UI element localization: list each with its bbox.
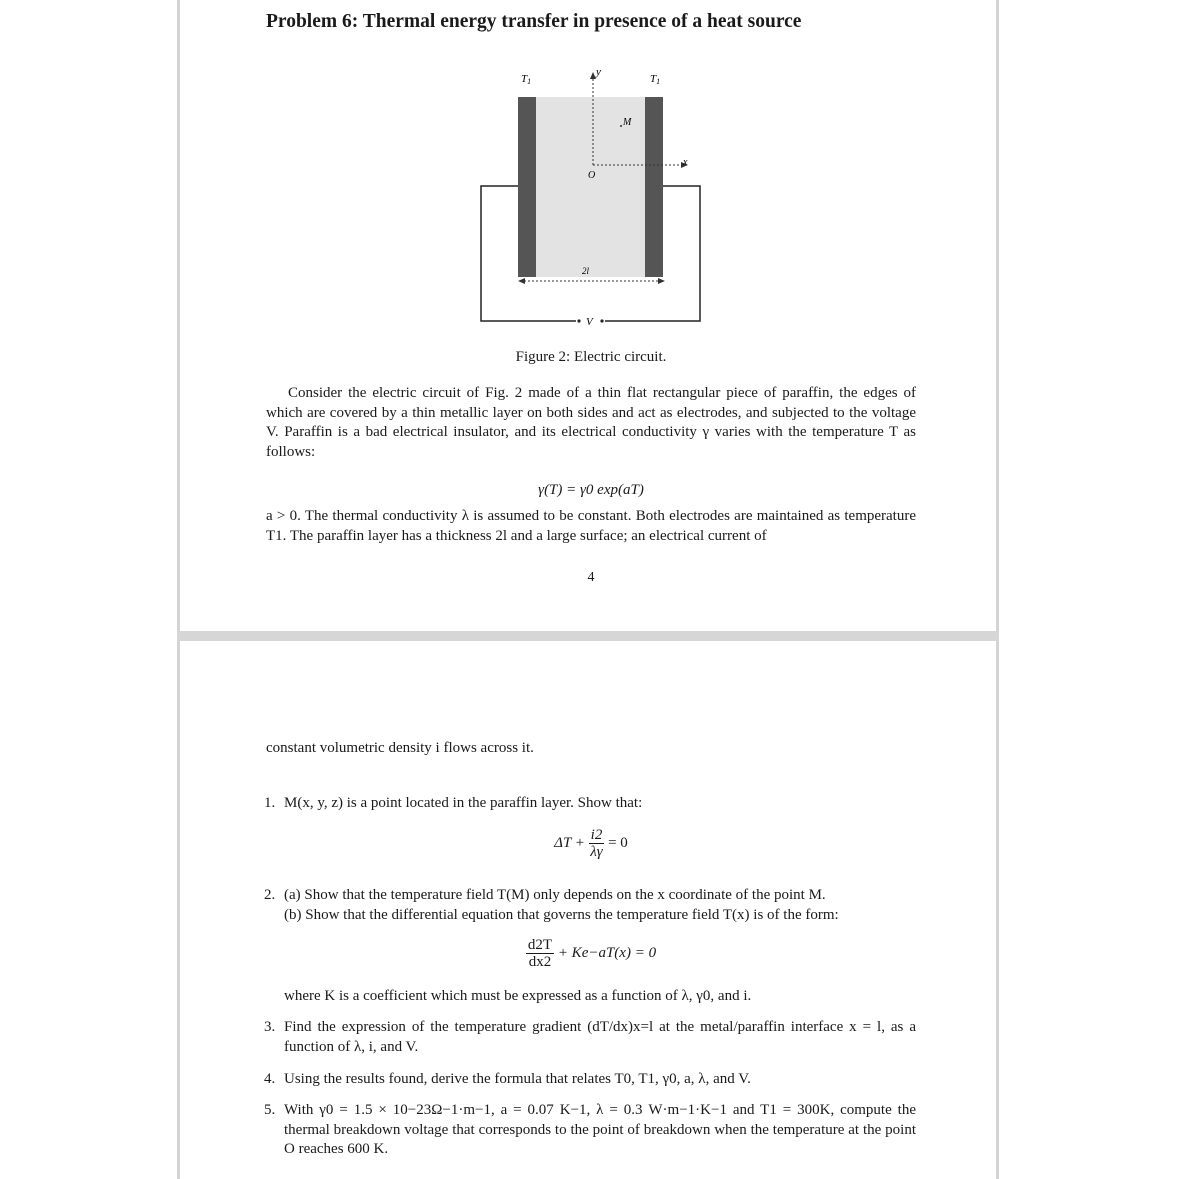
problem-title: Problem 6: Thermal energy transfer in presence of a heat source xyxy=(266,11,802,32)
question-number: 5. xyxy=(264,1102,276,1118)
label-m: M xyxy=(623,117,632,128)
question-1 xyxy=(264,794,916,814)
label-x: x xyxy=(683,157,688,168)
question-2-after: where K is a coefficient which must be expressed as a function of λ, γ0, and i. xyxy=(284,988,752,1004)
question-number: 1. xyxy=(264,795,276,811)
question-text: Find the expression of the temperature gradient (dT/dx)x=l at the metal/paraffin interface x = l, as a function of λ, i, and V. xyxy=(284,1019,916,1055)
label-t1-left: T1 xyxy=(521,73,532,86)
question-text: With γ0 = 1.5 × 10−23Ω−1·m−1, a = 0.07 K−1, λ = 0.3 W·m−1·K−1 and T1 = 300K, compute the thermal breakdown voltage that corresponds to the point of breakdown when the temperature at the point O reaches 600 K. xyxy=(284,1102,916,1158)
question-number: 3. xyxy=(264,1019,276,1035)
question-text-a: (a) Show that the temperature field T(M) only depends on the x coordinate of the point M. xyxy=(284,887,826,903)
question-3 xyxy=(264,1018,916,1057)
terminal-left xyxy=(577,319,580,322)
equation-laplace: ΔT + $\frac{i2}{\lambda\gamma}$ = 0 xyxy=(554,827,628,860)
page-4 xyxy=(177,0,999,631)
continuation-text: constant volumetric density i flows across it. xyxy=(266,740,534,756)
label-v: V xyxy=(586,316,593,328)
equation-differential: $\frac{d2T}{dx2}$ + Ke−aT(x) = 0 xyxy=(527,937,657,970)
question-4 xyxy=(264,1070,916,1090)
label-y: y xyxy=(596,66,601,78)
terminal-right xyxy=(600,319,603,322)
question-5 xyxy=(264,1101,916,1160)
right-electrode xyxy=(645,97,663,277)
question-number: 2. xyxy=(264,887,276,903)
question-text: M(x, y, z) is a point located in the paraffin layer. Show that: xyxy=(284,795,643,811)
question-2 xyxy=(264,886,916,925)
left-electrode xyxy=(518,97,536,277)
question-text-b: (b) Show that the differential equation that governs the temperature field T(x) is of the form: xyxy=(284,906,839,923)
equation-conductivity: γ(T) = γ0 exp(aT) xyxy=(538,482,644,498)
electric-circuit-figure xyxy=(180,60,1002,340)
page-number: 4 xyxy=(587,570,595,585)
paragraph-1: Consider the electric circuit of Fig. 2 made of a thin flat rectangular piece of paraffin, the edges of which are covered by a thin metallic layer on both sides and act as electrodes, and subjected to the voltage V. Paraffin is a bad electrical insulator, and its electrical conductivity γ varies with the temperature T as follows: xyxy=(266,385,916,460)
question-number: 4. xyxy=(264,1071,276,1087)
paragraph-2: a > 0. The thermal conductivity λ is assumed to be constant. Both electrodes are maintained as temperature T1. The paraffin layer has a thickness 2l and a large surface; an electrical current of xyxy=(266,508,916,544)
figure-caption: Figure 2: Electric circuit. xyxy=(515,349,667,365)
point-m xyxy=(620,125,622,127)
label-o: O xyxy=(588,170,596,181)
question-text: Using the results found, derive the formula that relates T0, T1, γ0, a, λ, and V. xyxy=(284,1071,751,1087)
page-5 xyxy=(177,641,999,1179)
label-2l: 2l xyxy=(582,266,590,276)
label-t1-right: T1 xyxy=(650,73,661,86)
